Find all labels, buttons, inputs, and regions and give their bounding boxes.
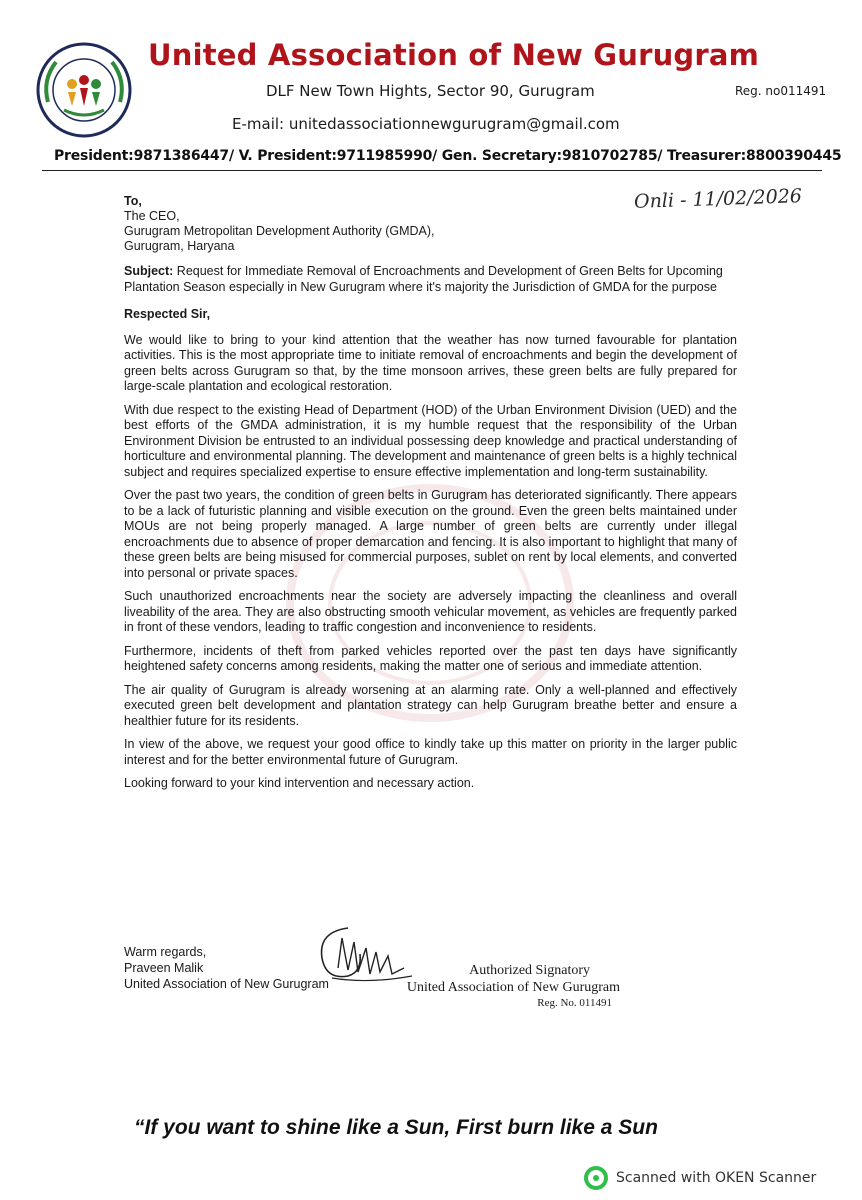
body-paragraph: Furthermore, incidents of theft from parked vehicles reported over the past ten days have significantly heightened safety concerns among residents, making the matter one of serious and immediate attention. — [124, 643, 737, 673]
to-label: To, — [124, 194, 142, 208]
org-address: DLF New Town Hights, Sector 90, Gurugram — [266, 82, 595, 100]
recipient-line: Gurugram, Haryana — [124, 239, 235, 253]
scanner-label: Scanned with OKEN Scanner — [616, 1170, 817, 1186]
letter-body — [124, 194, 737, 800]
closing-block — [124, 944, 329, 992]
org-name: United Association of New Gurugram — [148, 38, 760, 72]
footer-slogan: “If you want to shine like a Sun, First burn like a Sun — [134, 1116, 658, 1139]
handwritten-date: Onli - 11/02/2026 — [633, 185, 803, 213]
recipient-line: Gurugram Metropolitan Development Authority (GMDA), — [124, 224, 435, 238]
scanner-watermark — [584, 1166, 816, 1190]
signatory-reg: Reg. No. 011491 — [537, 997, 612, 1009]
body-paragraph: The air quality of Gurugram is already worsening at an alarming rate. Only a well-planned and effectively executed green belt development and plantation strategy can help Gurugram breathe better and ensure a healthier future for its residents. — [124, 682, 737, 728]
recipient-block — [124, 194, 737, 254]
body-paragraph: Such unauthorized encroachments near the society are adversely impacting the cleanliness and overall liveability of the area. They are also obstructing smooth vehicular movement, as vehicles are frequently parked in front of these vendors, leading to traffic congestion and inconvenience to residents. — [124, 589, 737, 634]
body-paragraph: Over the past two years, the condition of green belts in Gurugram has deteriorated significantly. There appears to be a lack of futuristic planning and visible execution on the ground. Even the green belts maintained under MOUs are not being properly managed. A large number of green belts are currently under illegal encroachments due to absence of proper demarcation and fencing. It is also important to highlight that many of these green belts are being misused for commercial purposes, sublet on rent by local elements, and converted into personal or private spaces. — [124, 488, 737, 580]
signatory-org: United Association of New Gurugram — [406, 980, 620, 995]
association-logo-icon — [34, 40, 134, 140]
subject-label: Subject: — [124, 264, 174, 278]
body-paragraph: In view of the above, we request your good office to kindly take up this matter on priority in the larger public interest and for the better environmental future of Gurugram. — [124, 737, 737, 767]
body-paragraph: Looking forward to your kind intervention and necessary action. — [124, 776, 475, 790]
org-email: E-mail: unitedassociationnewgurugram@gmail.com — [232, 115, 620, 133]
body-paragraph: We would like to bring to your kind attention that the weather has now turned favourable for plantation activities. This is the most appropriate time to initiate removal of encroachments and begin the development of green belts across Gurugram so that, by the time monsoon arrives, these green belts are fully prepared for large-scale plantation and ecological restoration. — [124, 332, 737, 393]
letterhead-divider — [42, 170, 822, 171]
scanner-logo-icon — [584, 1166, 608, 1190]
subject-text: Request for Immediate Removal of Encroachments and Development of Green Belts for Upcoming Plantation Season especially in New Gurugram where it's majority the Jurisdiction of GMDA for the purpose — [124, 264, 723, 294]
subject-line — [124, 264, 737, 295]
officer-contacts: President:9871386447/ V. President:9711985990/ Gen. Secretary:9810702785/ Treasurer:8800390445 — [54, 148, 842, 164]
reg-number: Reg. no011491 — [735, 84, 827, 98]
salutation: Respected Sir, — [124, 307, 211, 321]
recipient-line: The CEO, — [124, 209, 180, 223]
sender-org: United Association of New Gurugram — [124, 977, 329, 991]
regards-text: Warm regards, — [124, 945, 207, 959]
signatory-title: Authorized Signatory — [469, 963, 590, 978]
body-paragraph: With due respect to the existing Head of Department (HOD) of the Urban Environment Division (UED) and the best efforts of the GMDA administration, it is my humble request that the responsibility of the Urban Environment Division be entrusted to an individual possessing deep knowledge and practical understanding of horticulture and environmental planning. The development and maintenance of green belts is a highly technical subject and requires specialized expertise to ensure effective implementation and long-term sustainability. — [124, 402, 737, 479]
signatory-block — [380, 962, 620, 1011]
sender-name: Praveen Malik — [124, 961, 204, 975]
